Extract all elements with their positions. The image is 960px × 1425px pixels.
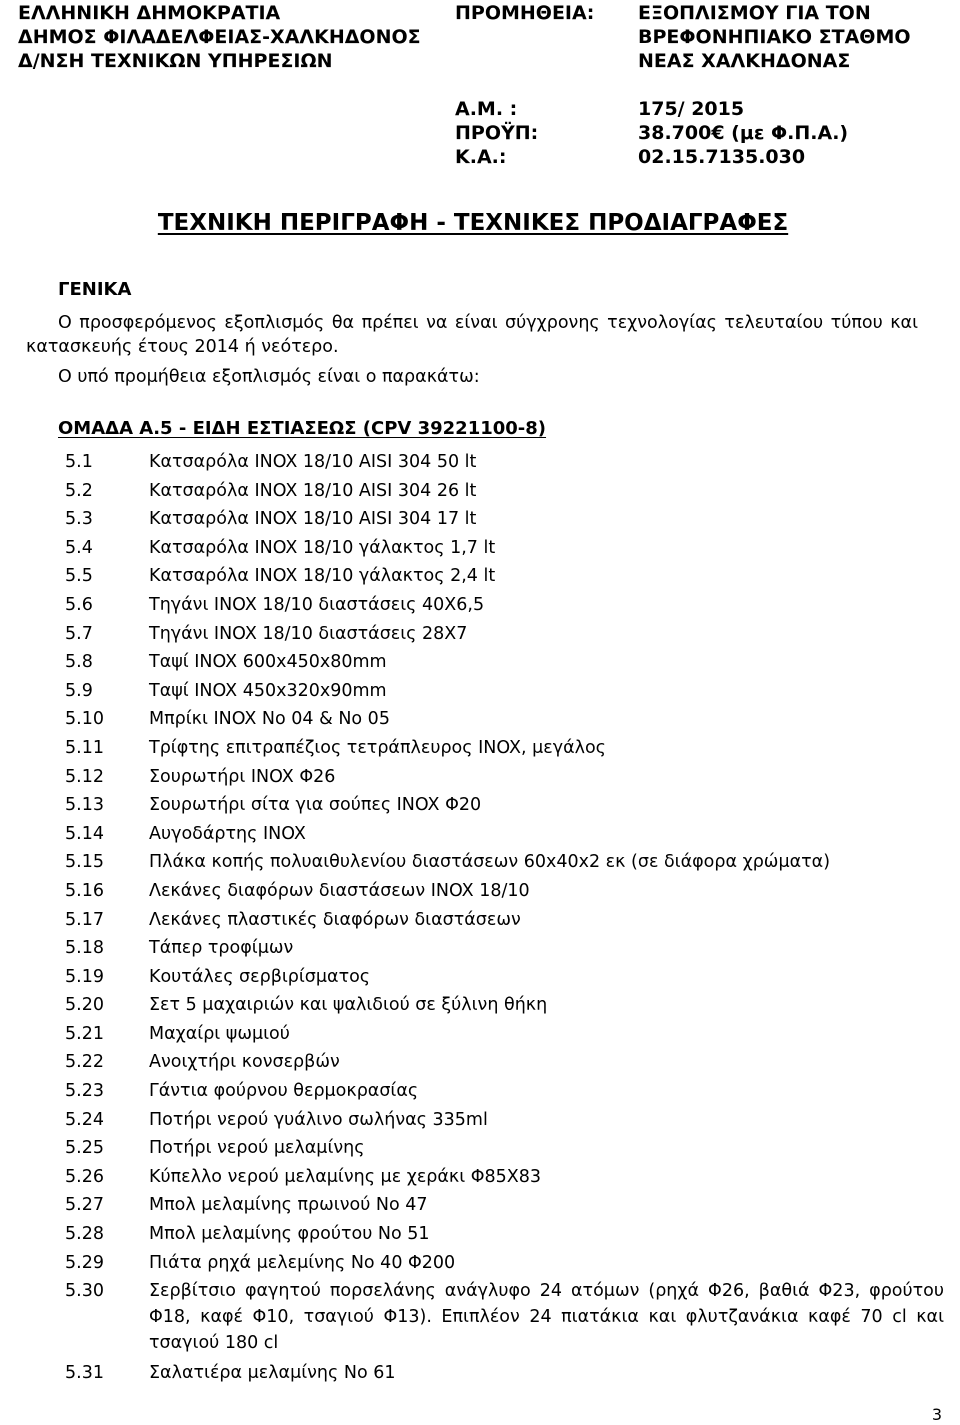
item-description: Τηγάνι INOX 18/10 διαστάσεις 28Χ7 [149,623,468,644]
list-item [65,991,950,1020]
procurement-line: ΝΕΑΣ ΧΑΛΚΗΔΟΝΑΣ [638,50,851,72]
item-number: 5.14 [65,823,104,844]
page-number: 3 [931,1405,942,1424]
item-number: 5.15 [65,852,104,873]
list-item [65,963,950,992]
item-description: Πλάκα κοπής πολυαιθυλενίου διαστάσεων 60x40x2 εκ (σε διάφορα χρώματα) [149,852,831,873]
item-description: Ποτήρι νερού μελαμίνης [149,1138,365,1159]
item-number: 5.13 [65,795,104,816]
list-item [65,1048,950,1077]
list-item [65,448,950,477]
item-description: Τάπερ τροφίμων [149,938,294,959]
item-number: 5.3 [65,509,93,530]
item-description: Λεκάνες διαφόρων διαστάσεων INOX 18/10 [149,880,530,901]
list-item [65,677,950,706]
item-number: 5.1 [65,452,93,472]
item-description: Σετ 5 μαχαιριών και ψαλιδιού σε ξύλινη θήκη [149,995,548,1016]
item-number: 5.23 [65,1081,104,1102]
item-number: 5.9 [65,680,93,701]
item-number: 5.26 [65,1166,104,1187]
items-list [65,448,950,1388]
list-item [65,1249,950,1278]
general-heading: ΓΕΝΙΚΑ [58,279,132,300]
item-description: Τηγάνι INOX 18/10 διαστάσεις 40Χ6,5 [149,594,485,615]
item-description: Κύπελλο νερού μελαμίνης με χεράκι Φ85Χ83 [149,1166,542,1187]
item-number: 5.4 [65,537,93,558]
item-description: Σερβίτσιο φαγητού πορσελάνης ανάγλυφο 24 ατόμων (ρηχά Φ26, βαθιά Φ23, φρούτου Φ18, καφέ Φ10, τσαγιού Φ13). Επιπλέον 24 πιατάκια και φλυτζανάκια καφέ 70 cl και τσαγιού 180 cl [149,1281,944,1354]
list-item [65,934,950,963]
item-description: Ταψί INOX 600x450x80mm [149,652,387,673]
item-description: Μαχαίρι ψωμιού [149,1023,290,1044]
item-number: 5.27 [65,1195,104,1216]
intro-text [26,311,918,389]
list-item [65,848,950,877]
item-description: Σουρωτήρι σίτα για σούπες INOX Φ20 [149,795,482,816]
item-number: 5.17 [65,909,104,930]
item-number: 5.30 [65,1281,104,1302]
item-number: 5.31 [65,1363,104,1384]
item-description: Σουρωτήρι INOX Φ26 [149,766,336,787]
item-description: Πιάτα ρηχά μελεμίνης Νο 40 Φ200 [149,1252,456,1273]
list-item [65,1277,950,1359]
issuer-header [18,1,421,73]
meta-value-am: 175/ 2015 [638,98,745,120]
item-number: 5.24 [65,1109,104,1130]
item-number: 5.25 [65,1138,104,1159]
item-number: 5.7 [65,623,93,644]
item-number: 5.29 [65,1252,104,1273]
item-description: Γάντια φούρνου θερμοκρασίας [149,1081,419,1102]
item-description: Ανοιχτήρι κονσερβών [149,1052,340,1073]
list-item [65,820,950,849]
list-item [65,562,950,591]
meta-label-budget: ΠΡΟΫΠ: [455,122,539,144]
item-number: 5.12 [65,766,104,787]
item-number: 5.16 [65,880,104,901]
item-description: Μπολ μελαμίνης πρωινού Νο 47 [149,1195,428,1216]
item-description: Σαλατιέρα μελαμίνης Νο 61 [149,1363,396,1384]
item-number: 5.22 [65,1052,104,1073]
item-number: 5.10 [65,709,104,730]
meta-values [638,97,848,169]
list-item [65,1191,950,1220]
list-item [65,906,950,935]
meta-label-ka: Κ.Α.: [455,146,507,168]
list-item [65,1134,950,1163]
list-item [65,648,950,677]
item-description: Ποτήρι νερού γυάλινο σωλήνας 335ml [149,1109,488,1130]
item-number: 5.19 [65,966,104,987]
list-item [65,1106,950,1135]
intro-paragraph: Ο υπό προμήθεια εξοπλισμός είναι ο παρακάτω: [58,367,480,387]
procurement-value [638,1,911,73]
document-title: ΤΕΧΝΙΚΗ ΠΕΡΙΓΡΑΦΗ - ΤΕΧΝΙΚΕΣ ΠΡΟΔΙΑΓΡΑΦΕΣ [157,210,789,236]
meta-value-ka: 02.15.7135.030 [638,146,806,168]
intro-paragraph: Ο προσφερόμενος εξοπλισμός θα πρέπει να είναι σύγχρονης τεχνολογίας τελευταίου τύπου και κατασκευής έτους 2014 ή νεότερο. [26,313,918,357]
issuer-line: ΔΗΜΟΣ ΦΙΛΑΔΕΛΦΕΙΑΣ-ΧΑΛΚΗΔΟΝΟΣ [18,26,421,48]
item-number: 5.6 [65,594,93,615]
item-description: Μπρίκι INOX No 04 & No 05 [149,709,390,730]
item-number: 5.2 [65,480,93,501]
meta-labels [455,97,538,169]
meta-value-budget: 38.700€ (με Φ.Π.Α.) [638,122,849,144]
issuer-line: ΕΛΛΗΝΙΚΗ ΔΗΜΟΚΡΑΤΙΑ [18,2,281,24]
item-description: Κατσαρόλα INOX 18/10 AISI 304 17 lt [149,509,477,530]
item-number: 5.21 [65,1023,104,1044]
list-item [65,734,950,763]
list-item [65,1359,950,1388]
item-number: 5.18 [65,938,104,959]
item-description: Κουτάλες σερβιρίσματος [149,966,371,987]
meta-label-am: Α.Μ. : [455,98,518,120]
list-item [65,791,950,820]
list-item [65,877,950,906]
list-item [65,705,950,734]
list-item [65,1077,950,1106]
item-description: Κατσαρόλα INOX 18/10 AISI 304 50 lt [149,452,477,472]
list-item [65,591,950,620]
item-description: Τρίφτης επιτραπέζιος τετράπλευρος INOX, μεγάλος [149,737,606,758]
item-number: 5.28 [65,1224,104,1245]
item-description: Μπολ μελαμίνης φρούτου Νο 51 [149,1224,430,1245]
item-description: Αυγοδάρτης INOX [149,823,306,844]
item-description: Κατσαρόλα INOX 18/10 AISI 304 26 lt [149,480,477,501]
issuer-line: Δ/ΝΣΗ ΤΕΧΝΙΚΩΝ ΥΠΗΡΕΣΙΩΝ [18,50,333,72]
item-description: Ταψί INOX 450x320x90mm [149,680,387,701]
list-item [65,620,950,649]
list-item [65,1163,950,1192]
group-heading: ΟΜΑΔΑ Α.5 - ΕΙΔΗ ΕΣΤΙΑΣΕΩΣ (CPV 39221100-8) [58,418,547,439]
item-description: Κατσαρόλα INOX 18/10 γάλακτος 1,7 lt [149,537,496,558]
item-number: 5.5 [65,566,93,587]
list-item [65,1020,950,1049]
item-number: 5.20 [65,995,104,1016]
item-number: 5.11 [65,737,104,758]
item-number: 5.8 [65,652,93,673]
list-item [65,477,950,506]
item-description: Κατσαρόλα INOX 18/10 γάλακτος 2,4 lt [149,566,496,587]
list-item [65,1220,950,1249]
list-item [65,534,950,563]
procurement-line: ΒΡΕΦΟΝΗΠΙΑΚΟ ΣΤΑΘΜΟ [638,26,911,48]
list-item [65,505,950,534]
list-item [65,763,950,792]
procurement-label: ΠΡΟΜΗΘΕΙΑ: [455,2,595,24]
procurement-line: ΕΞΟΠΛΙΣΜΟΥ ΓΙΑ ΤΟΝ [638,2,871,24]
item-description: Λεκάνες πλαστικές διαφόρων διαστάσεων [149,909,521,930]
